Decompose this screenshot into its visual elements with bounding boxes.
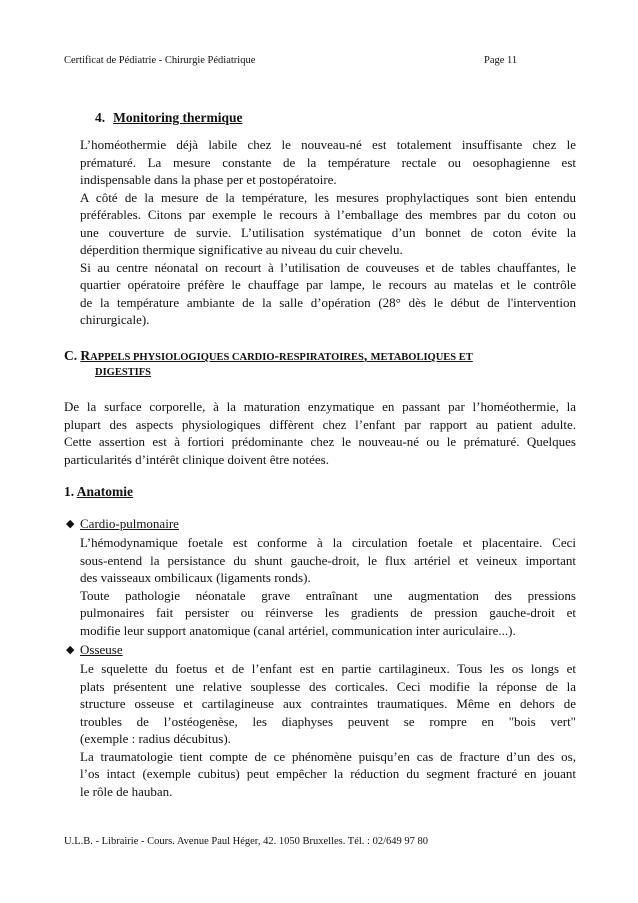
text-line: A côté de la mesure de la température, les mesures prophylactiques sont bien entendu [80,189,576,205]
text-line: quartier opératoire préfère le chauffage par lampe, le recours au matelas et le contrôle [80,277,576,292]
section-c-title-line2: DIGESTIFS [95,367,152,378]
text-line: Cette assertion est à fortiori prédominante chez le nouveau-né ou le prématuré. Quelques [64,434,576,449]
page-number: Page 11 [484,55,518,66]
page-header-title: Certificat de Pédiatrie - Chirurgie Pédiatrique [64,55,256,66]
text-line: Le squelette du foetus et de l’enfant est en partie cartilagineux. Tous les os longs et [80,661,576,676]
section-1-number: 1. [64,484,75,499]
diamond-bullet-icon: ◆ [66,518,75,530]
section-4-heading [95,110,243,126]
text-line: troubles de l’ostéogenèse, les diaphyses peuvent se rompre en "bois vert" [80,713,576,729]
text-line: particularités d’intérêt clinique doivent être notées. [64,451,329,467]
text-line: déperdition thermique significative au niveau du cuir chevelu. [80,242,403,257]
section-c-title: RAPPELS PHYSIOLOGIQUES CARDIO-RESPIRATOIRES, METABOLIQUES ET [80,348,473,363]
text-line: l’os intact (exemple cubitus) peut empêcher la réduction du segment fracturé en jouant [80,766,576,781]
bullet-title-cardio: Cardio-pulmonaire [80,516,179,531]
text-line: La traumatologie tient compte de ce phénomène puisqu’en cas de fracture d’un des os, [80,748,576,764]
text-line: prématuré. La mesure constante de la température rectale ou oesophagienne est [80,154,576,170]
text-line: plupart des aspects physiologiques diffèrent chez l’enfant par rapport au patient adulte. [64,416,576,432]
section-c-letter: C. [64,348,78,363]
text-line: chirurgicale). [80,312,150,327]
diamond-bullet-icon: ◆ [66,644,75,656]
section-c-heading [64,348,473,364]
text-line: sous-entend la persistance du shunt gauche-droit, le flux artériel et veineux important [80,552,576,568]
text-line: de la température ambiante de la salle d’opération (28° dès le début de l'intervention [80,294,576,310]
text-line: une couverture de survie. L’utilisation systématique d’un bonnet de coton évite la [80,224,576,240]
text-line: (exemple : radius décubitus). [80,731,231,746]
text-line: préférables. Citons par exemple le recours à l’emballage des membres par du coton ou [80,207,576,222]
section-1-heading [64,484,133,500]
section-4-body [80,136,576,329]
text-line: modifie leur support anatomique (canal artériel, communication inter auriculaire...). [80,622,516,638]
text-line: indispensable dans la phase per et postopératoire. [80,172,337,187]
bullet-osseuse-body [80,660,576,800]
bullet-cardio-body [80,534,576,639]
text-line: L’hémodynamique foetale est conforme à la circulation foetale et placentaire. Ceci [80,535,576,550]
page-footer: U.L.B. - Librairie - Cours. Avenue Paul Héger, 42. 1050 Bruxelles. Tél. : 02/649 97 80 [64,836,429,847]
text-line: plats présentent une relative souplesse des corticales. Ceci modifie la réponse de la [80,678,576,694]
section-4-number: 4. [95,110,106,125]
text-line: L’homéothermie déjà labile chez le nouveau-né est totalement insuffisante chez le [80,137,576,152]
text-line: pulmonaires fait persister ou réinverse les gradients de pression gauche-droit et [80,605,576,620]
text-line: structure osseuse et cartilagineuse aux contraintes traumatiques. Même en dehors de [80,696,576,711]
text-line: le rôle de hauban. [80,783,173,799]
text-line: De la surface corporelle, à la maturation enzymatique en passant par l’homéothermie, la [64,399,576,414]
section-1-title: Anatomie [76,484,134,499]
text-line: Si au centre néonatal on recourt à l’utilisation de couveuses et de tables chauffantes, le [80,259,576,275]
section-c-body [64,398,576,468]
section-4-title: Monitoring thermique [113,110,243,125]
bullet-title-osseuse: Osseuse [80,642,123,657]
text-line: Toute pathologie néonatale grave entraînant une augmentation des pressions [80,587,576,603]
text-line: des vaisseaux ombilicaux (ligaments ronds). [80,570,311,585]
